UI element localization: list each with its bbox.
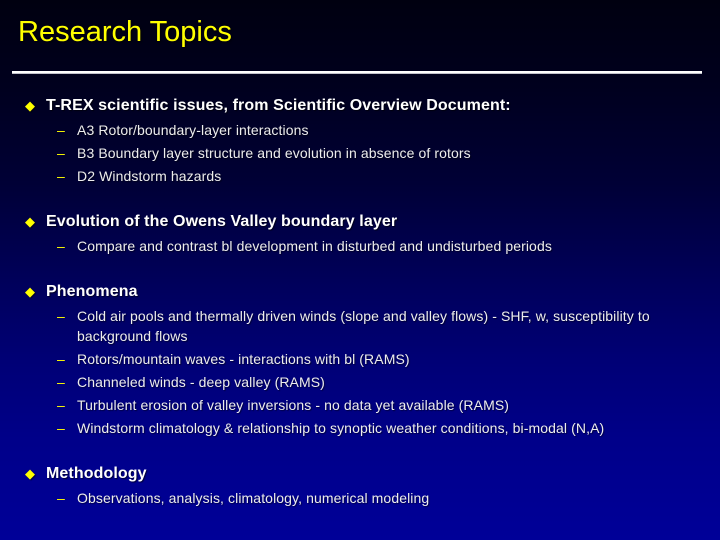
bullet-item: D2 Windstorm hazards [77,168,222,184]
diamond-bullet-icon: ◆ [25,98,35,113]
section-methodology [0,464,720,508]
bullet-item: A3 Rotor/boundary-layer interactions [77,122,309,138]
bullet-item: Observations, analysis, climatology, numerical modeling [77,490,430,506]
dash-bullet-icon: – [57,238,65,254]
bullet-heading-row [0,464,720,484]
bullet-item: Rotors/mountain waves - interactions with bl (RAMS) [77,351,410,367]
sub-bullet-row [0,488,720,508]
sub-bullet-row [0,120,720,140]
bullet-heading-row [0,212,720,232]
slide-body [0,96,720,534]
dash-bullet-icon: – [57,168,65,184]
section-heading: T-REX scientific issues, from Scientific Overview Document: [46,97,511,114]
dash-bullet-icon: – [57,374,65,390]
bullet-heading-row [0,96,720,116]
section-heading: Methodology [46,465,147,482]
section-trex-issues [0,96,720,186]
sub-bullet-row [0,395,720,415]
sub-bullet-row [0,306,720,346]
section-owens-valley [0,212,720,256]
dash-bullet-icon: – [57,308,65,324]
dash-bullet-icon: – [57,397,65,413]
bullet-item: Cold air pools and thermally driven winds (slope and valley flows) - SHF, w, susceptibility to background flows [77,308,650,344]
sub-bullet-row [0,349,720,369]
dash-bullet-icon: – [57,351,65,367]
dash-bullet-icon: – [57,145,65,161]
section-heading: Evolution of the Owens Valley boundary layer [46,213,398,230]
diamond-bullet-icon: ◆ [25,284,35,299]
diamond-bullet-icon: ◆ [25,466,35,481]
sub-bullet-row [0,236,720,256]
bullet-item: Channeled winds - deep valley (RAMS) [77,374,325,390]
section-heading: Phenomena [46,283,138,300]
bullet-item: B3 Boundary layer structure and evolution in absence of rotors [77,145,471,161]
title-underline [12,71,702,74]
sub-bullet-row [0,143,720,163]
diamond-bullet-icon: ◆ [25,214,35,229]
sub-bullet-row [0,418,720,438]
bullet-item: Windstorm climatology & relationship to synoptic weather conditions, bi-modal (N,A) [77,420,605,436]
dash-bullet-icon: – [57,490,65,506]
bullet-item: Compare and contrast bl development in disturbed and undisturbed periods [77,238,552,254]
dash-bullet-icon: – [57,420,65,436]
slide-title: Research Topics [18,16,232,48]
sub-bullet-row [0,372,720,392]
sub-bullet-row [0,166,720,186]
bullet-item: Turbulent erosion of valley inversions - no data yet available (RAMS) [77,397,510,413]
section-phenomena [0,282,720,438]
dash-bullet-icon: – [57,122,65,138]
bullet-heading-row [0,282,720,302]
